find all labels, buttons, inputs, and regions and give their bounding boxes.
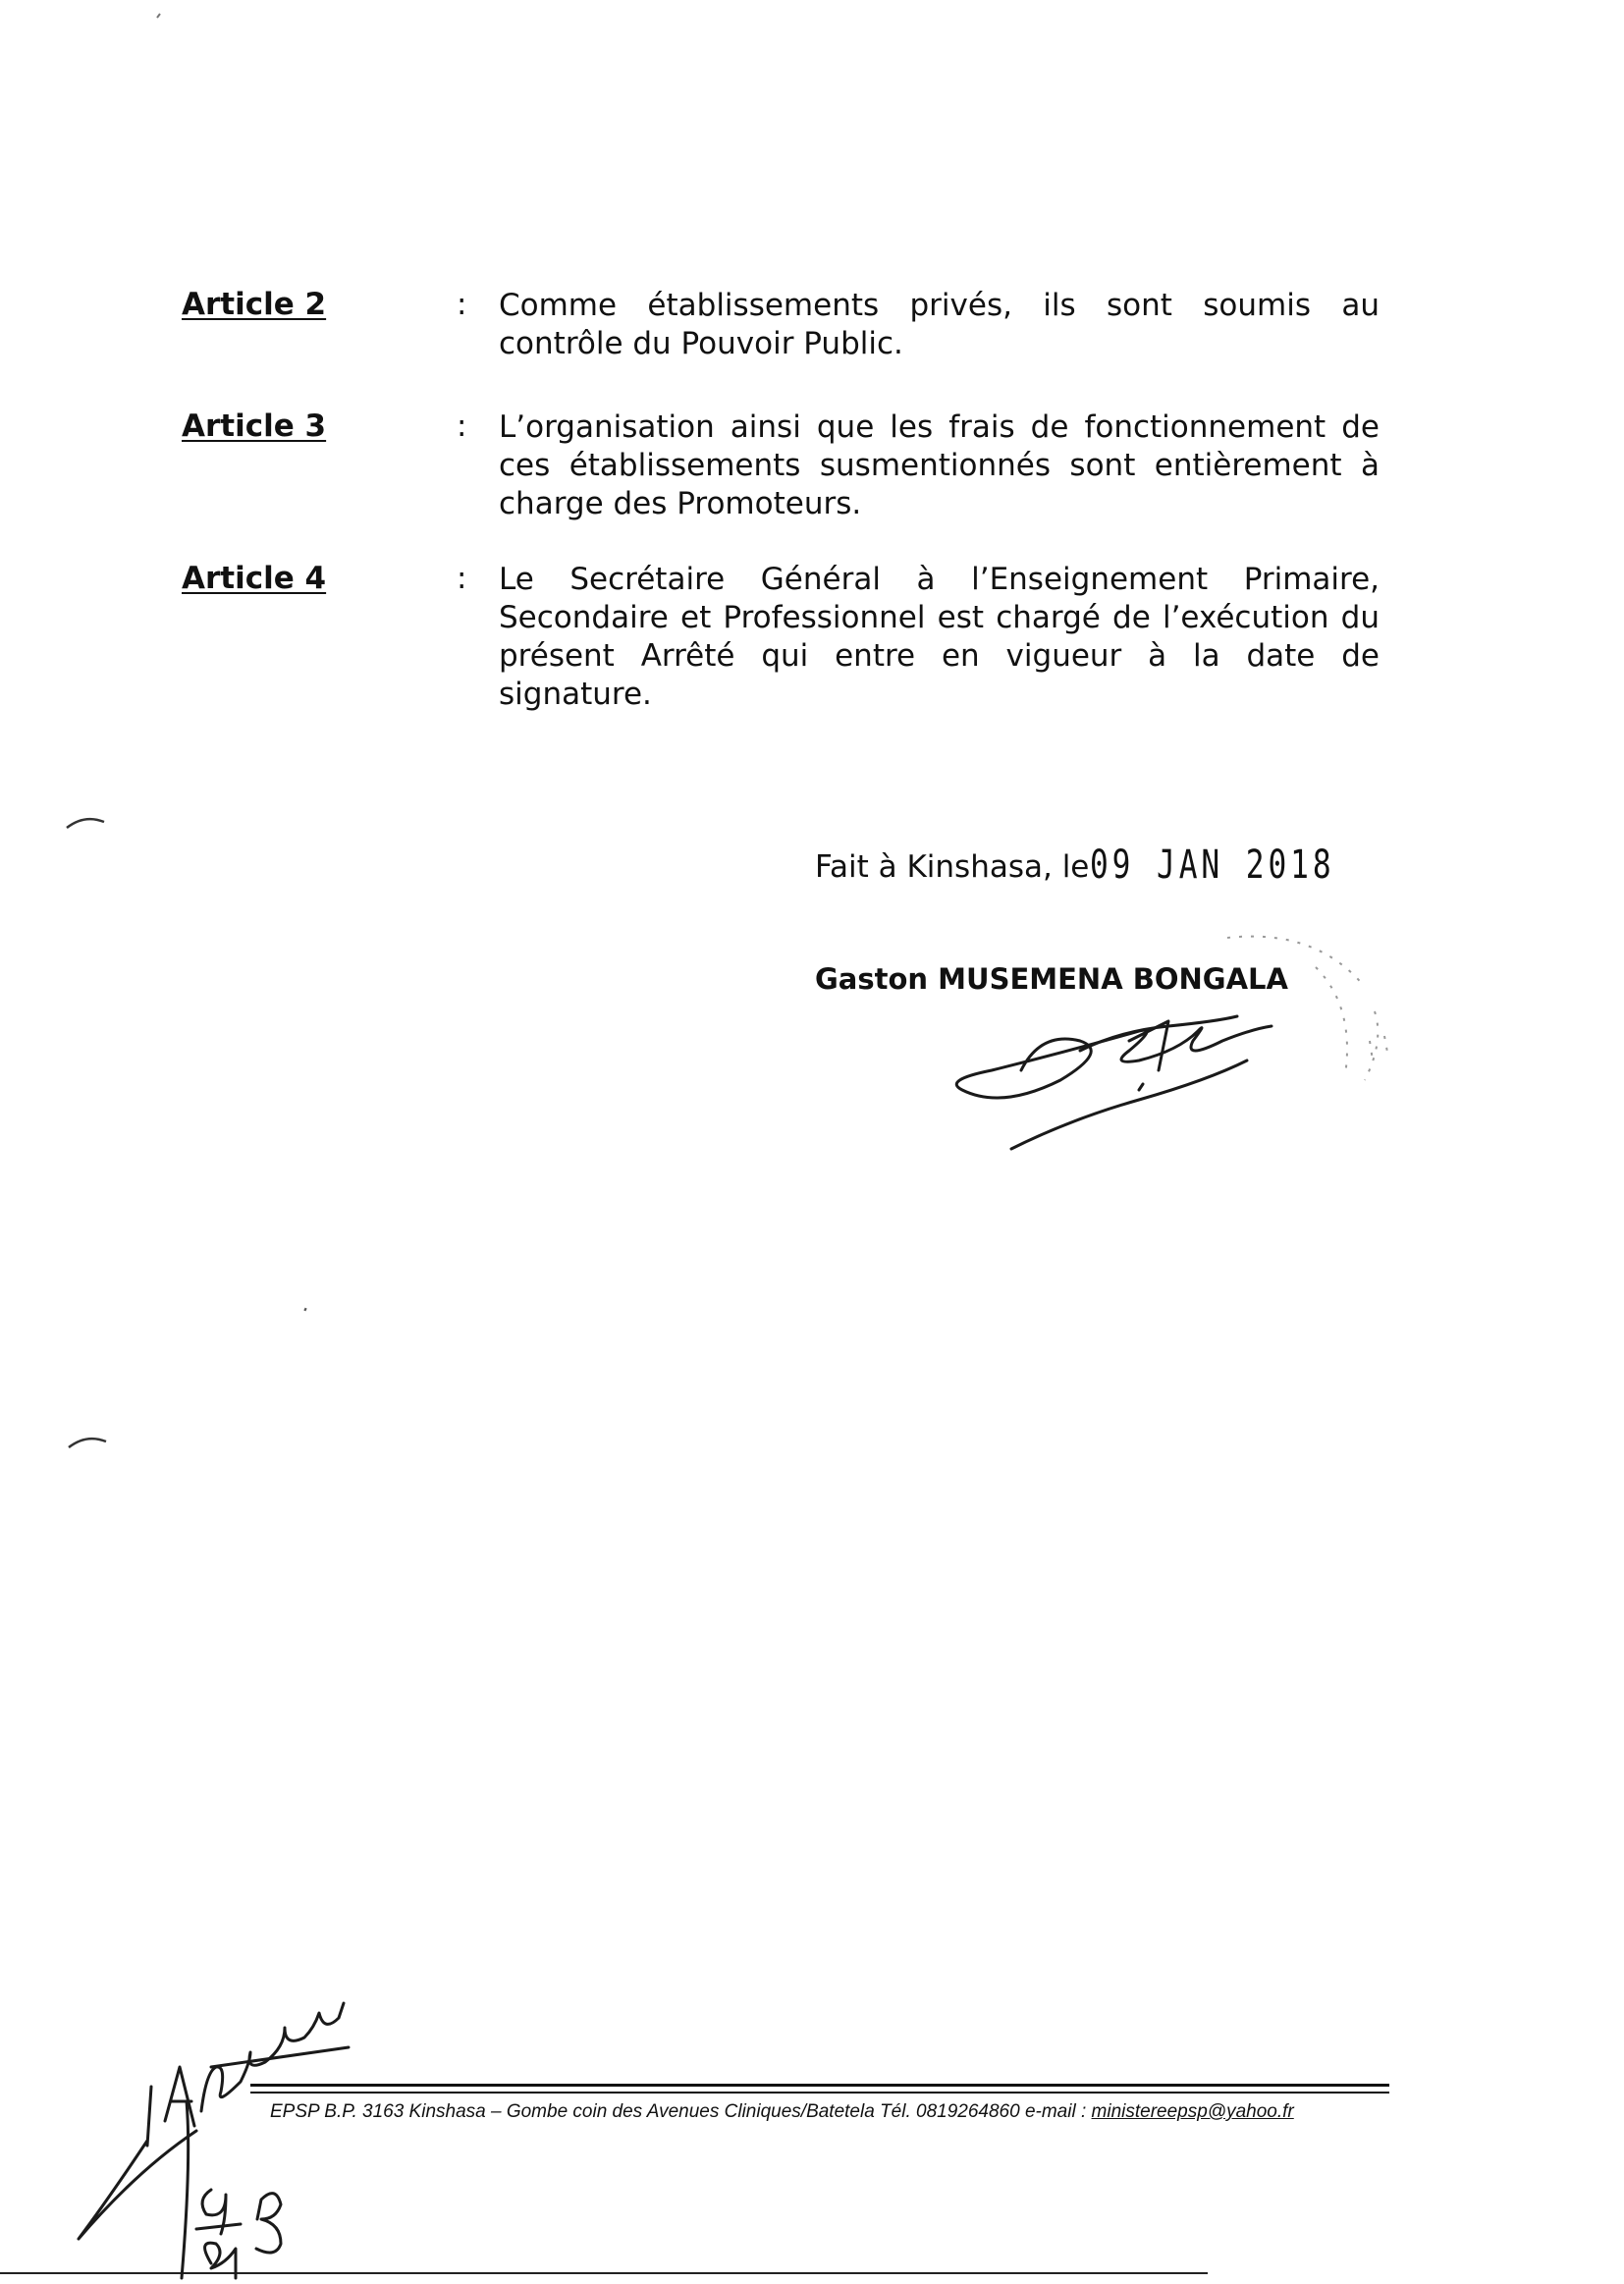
article-label: Article 3 bbox=[182, 408, 327, 444]
article-label: Article 2 bbox=[182, 287, 327, 322]
footer-rule-bottom bbox=[250, 2092, 1389, 2094]
scan-speck bbox=[304, 1309, 306, 1310]
article-text: Comme établissements privés, ils sont soumis au contrôle du Pouvoir Public. bbox=[499, 288, 1380, 361]
margin-mark-icon bbox=[67, 819, 104, 828]
footer-address bbox=[270, 2101, 1389, 2123]
article-colon: : bbox=[457, 287, 467, 322]
footer-address-text: EPSP B.P. 3163 Kinshasa – Gombe coin des Avenues Cliniques/Batetela Tél. 0819264860 e-mail : bbox=[270, 2101, 1092, 2122]
scan-speck bbox=[157, 14, 160, 18]
page-bottom-rule bbox=[0, 2272, 1208, 2274]
footer-email-link[interactable]: ministereepsp@yahoo.fr bbox=[1091, 2101, 1294, 2122]
margin-mark-icon bbox=[69, 1439, 106, 1447]
date-stamp: 09 JAN 2018 bbox=[1090, 843, 1335, 888]
article-text: Le Secrétaire Général à l’Enseignement Primaire, Secondaire et Professionnel est chargé de l’exécution du présent Arrêté qui entre en vigueur à la date de signature. bbox=[499, 562, 1380, 712]
faint-stamp-icon bbox=[1227, 937, 1388, 1080]
signature-icon bbox=[956, 1016, 1272, 1149]
place-of-signing: Fait à Kinshasa, le bbox=[815, 849, 1090, 885]
signatory-name: Gaston MUSEMENA BONGALA bbox=[815, 962, 1288, 996]
article-colon: : bbox=[457, 408, 467, 444]
article-text: L’organisation ainsi que les frais de fonctionnement de ces établissements susmentionnés sont entièrement à charge des Promoteurs. bbox=[499, 409, 1380, 521]
article-colon: : bbox=[457, 561, 467, 596]
footer-rule-top bbox=[250, 2084, 1389, 2087]
article-label: Article 4 bbox=[182, 561, 327, 596]
handwritten-initials-icon bbox=[79, 2003, 349, 2278]
